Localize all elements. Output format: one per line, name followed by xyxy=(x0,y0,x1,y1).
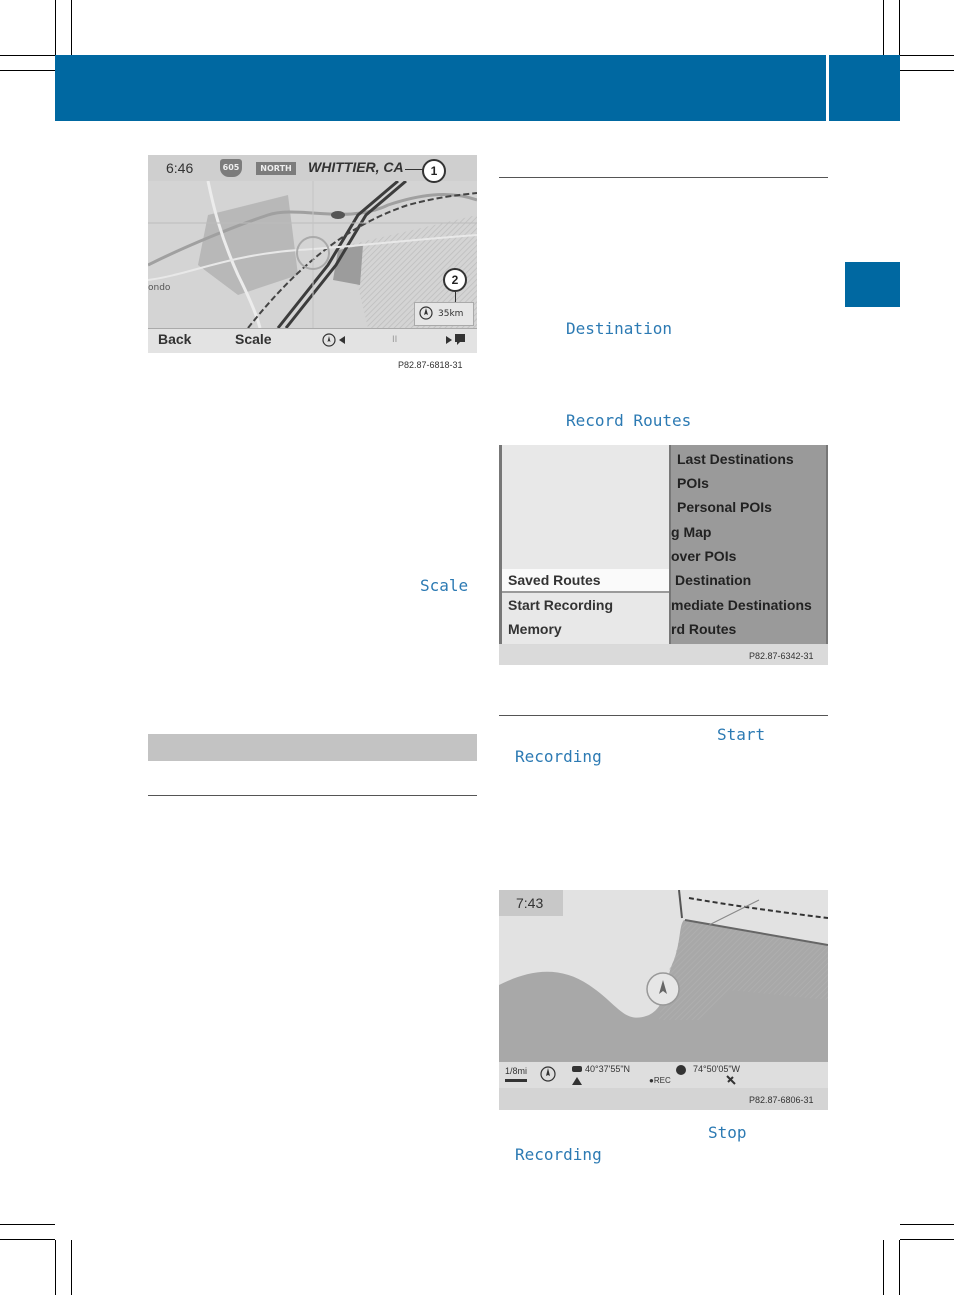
link-start[interactable]: Start xyxy=(717,725,766,744)
crop-mark xyxy=(883,0,884,55)
crop-mark xyxy=(900,55,954,56)
link-stop[interactable]: Stop xyxy=(708,1123,747,1142)
scale-value: 1/8mi xyxy=(505,1066,528,1076)
scale-value: 35km xyxy=(438,309,464,319)
link-scale[interactable]: Scale xyxy=(420,576,469,595)
section-rule xyxy=(148,795,477,796)
tool-icon xyxy=(725,1074,737,1086)
section-rule xyxy=(499,177,828,178)
section-rule xyxy=(499,715,828,716)
figure-code: P82.87-6818-31 xyxy=(398,360,463,370)
direction-badge: NORTH xyxy=(256,162,296,175)
header-divider xyxy=(826,55,829,121)
figure-code: P82.87-6342-31 xyxy=(749,651,814,661)
figure-code: P82.87-6806-31 xyxy=(749,1095,814,1105)
clock-time: 6:46 xyxy=(166,160,194,176)
menu-item-last-destinations[interactable]: Last Destinations xyxy=(677,451,794,467)
page-header-bar xyxy=(55,55,900,121)
compass-icon xyxy=(539,1065,557,1083)
menu-item-intermediate-destinations[interactable]: mediate Destinations xyxy=(671,597,812,613)
section-band xyxy=(148,734,477,761)
crop-mark xyxy=(0,70,55,71)
heading-icon xyxy=(571,1076,583,1086)
menu-item-map[interactable]: g Map xyxy=(671,524,712,540)
compass-icon xyxy=(418,305,434,321)
audio-back-icon[interactable] xyxy=(320,331,350,349)
link-record-routes[interactable]: Record Routes xyxy=(566,411,692,430)
map-place-label: ondo xyxy=(148,283,171,293)
figure-record-menu xyxy=(499,445,828,665)
figure-map-scale xyxy=(148,155,477,353)
link-recording[interactable]: Recording xyxy=(515,747,602,766)
callout-1: 1 xyxy=(422,159,446,183)
longitude-readout: 74°50'05"W xyxy=(693,1064,741,1074)
current-location: WHITTIER, CA xyxy=(308,159,404,175)
crop-mark xyxy=(0,55,55,56)
crop-mark xyxy=(71,1240,72,1295)
menu-item-pois[interactable]: POIs xyxy=(677,475,709,491)
latitude-readout: 40°37'55"N xyxy=(585,1064,631,1074)
crop-mark xyxy=(900,70,954,71)
back-softkey[interactable]: Back xyxy=(158,331,192,347)
menu-item-record-routes[interactable]: rd Routes xyxy=(671,621,737,637)
crop-mark xyxy=(55,1240,56,1295)
chapter-side-tab xyxy=(845,262,900,307)
globe-icon xyxy=(675,1064,687,1076)
menu-item-personal-pois[interactable]: Personal POIs xyxy=(677,499,772,515)
crop-mark xyxy=(55,0,56,55)
crop-mark xyxy=(900,1239,954,1240)
crop-mark xyxy=(899,0,900,55)
menu-item-over-pois[interactable]: over POIs xyxy=(671,548,737,564)
figure-recording-map xyxy=(499,890,828,1110)
callout-leader xyxy=(405,169,423,170)
highway-shield-icon: 605 xyxy=(220,159,242,177)
panel-divider xyxy=(669,445,671,644)
crop-mark xyxy=(0,1239,55,1240)
crop-mark xyxy=(900,1224,954,1225)
link-destination[interactable]: Destination xyxy=(566,319,672,338)
softkey-bar xyxy=(148,328,477,353)
menu-item-start-recording[interactable]: Start Recording xyxy=(508,597,614,613)
menu-edge xyxy=(826,445,828,644)
link-recording-stop[interactable]: Recording xyxy=(515,1145,602,1164)
forward-message-icon[interactable] xyxy=(444,331,472,349)
scale-softkey[interactable]: Scale xyxy=(235,331,272,347)
crop-mark xyxy=(883,1240,884,1295)
crop-mark xyxy=(899,1240,900,1295)
record-indicator: ●REC xyxy=(649,1076,671,1085)
menu-item-destination[interactable]: Destination xyxy=(675,572,752,588)
submenu-panel xyxy=(502,445,669,644)
scale-bar xyxy=(505,1079,527,1082)
clock-time: 7:43 xyxy=(516,895,544,911)
satellite-icon xyxy=(571,1064,583,1074)
menu-item-saved-routes[interactable]: Saved Routes xyxy=(508,572,601,588)
crop-mark xyxy=(0,1224,55,1225)
menu-item-memory[interactable]: Memory xyxy=(508,621,562,637)
crop-mark xyxy=(71,0,72,55)
callout-2: 2 xyxy=(443,268,467,292)
softkey-divider: II xyxy=(392,335,398,345)
